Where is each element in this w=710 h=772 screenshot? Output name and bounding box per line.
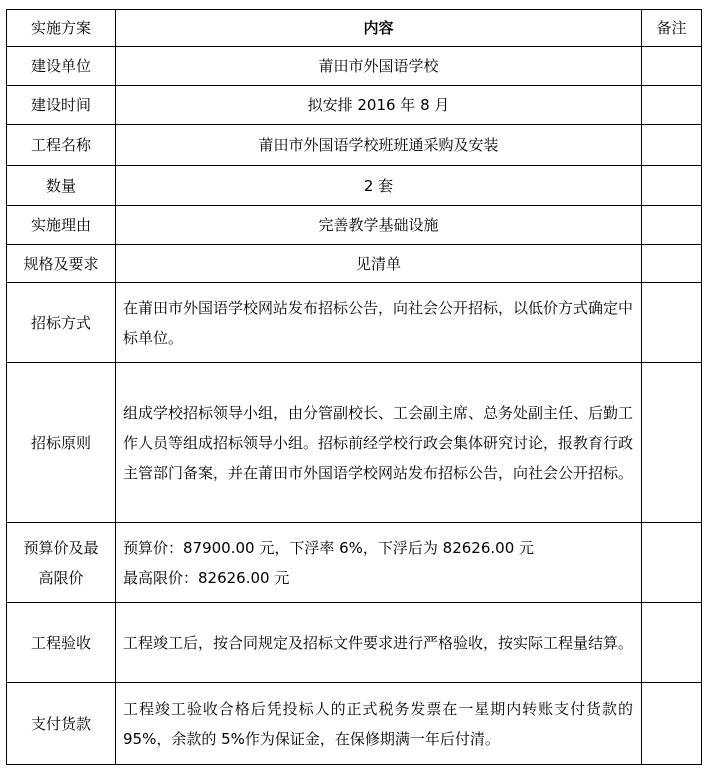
row-content: 工程竣工后，按合同规定及招标文件要求进行严格验收，按实际工程量结算。	[116, 603, 642, 683]
row-content: 工程竣工验收合格后凭投标人的正式税务发票在一星期内转账支付货款的 95%，余款的 5%作为保证金，在保修期满一年后付清。	[116, 683, 642, 765]
row-label: 支付货款	[7, 683, 116, 765]
header-content: 内容	[116, 10, 642, 47]
row-note	[642, 363, 702, 523]
row-content: 组成学校招标领导小组，由分管副校长、工会副主席、总务处副主任、后勤工作人员等组成招标领导小组。招标前经学校行政会集体研究讨论，报教育行政主管部门备案，并在莆田市外国语学校网站发布招标公告，向社会公开招标。	[116, 363, 642, 523]
table-row	[7, 125, 702, 166]
row-content: 完善教学基础设施	[116, 206, 642, 245]
row-content: 莆田市外国语学校班班通采购及安装	[116, 125, 642, 166]
table-row	[7, 683, 702, 765]
row-note	[642, 86, 702, 125]
row-label: 实施理由	[7, 206, 116, 245]
row-note	[642, 683, 702, 765]
row-content	[116, 523, 642, 603]
row-content: 拟安排 2016 年 8 月	[116, 86, 642, 125]
implementation-plan-table	[6, 9, 702, 765]
table-header-row	[7, 10, 702, 47]
row-label: 数量	[7, 166, 116, 206]
row-content: 在莆田市外国语学校网站发布招标公告，向社会公开招标，以低价方式确定中标单位。	[116, 283, 642, 363]
row-note	[642, 206, 702, 245]
row-content: 莆田市外国语学校	[116, 47, 642, 86]
row-label: 工程名称	[7, 125, 116, 166]
row-content: 见清单	[116, 245, 642, 283]
row-label	[7, 523, 116, 603]
header-plan: 实施方案	[7, 10, 116, 47]
budget-price-line: 预算价：87900.00 元，下浮率 6%，下浮后为 82626.00 元	[123, 538, 535, 557]
max-price-line: 最高限价：82626.00 元	[123, 568, 290, 587]
table-row	[7, 603, 702, 683]
table-row	[7, 523, 702, 603]
row-label: 工程验收	[7, 603, 116, 683]
row-note	[642, 245, 702, 283]
header-remarks: 备注	[642, 10, 702, 47]
row-note	[642, 125, 702, 166]
row-content: 2 套	[116, 166, 642, 206]
row-label-line: 预算价及最	[23, 538, 99, 557]
row-label: 招标原则	[7, 363, 116, 523]
row-label: 建设时间	[7, 86, 116, 125]
row-note	[642, 523, 702, 603]
table-row	[7, 206, 702, 245]
row-note	[642, 166, 702, 206]
row-note	[642, 603, 702, 683]
table-row	[7, 47, 702, 86]
table-row	[7, 86, 702, 125]
table-row	[7, 363, 702, 523]
table-row	[7, 166, 702, 206]
table-row	[7, 245, 702, 283]
row-label: 建设单位	[7, 47, 116, 86]
row-label: 招标方式	[7, 283, 116, 363]
row-label: 规格及要求	[7, 245, 116, 283]
table-row	[7, 283, 702, 363]
row-label-line: 高限价	[38, 568, 84, 587]
row-note	[642, 283, 702, 363]
row-note	[642, 47, 702, 86]
